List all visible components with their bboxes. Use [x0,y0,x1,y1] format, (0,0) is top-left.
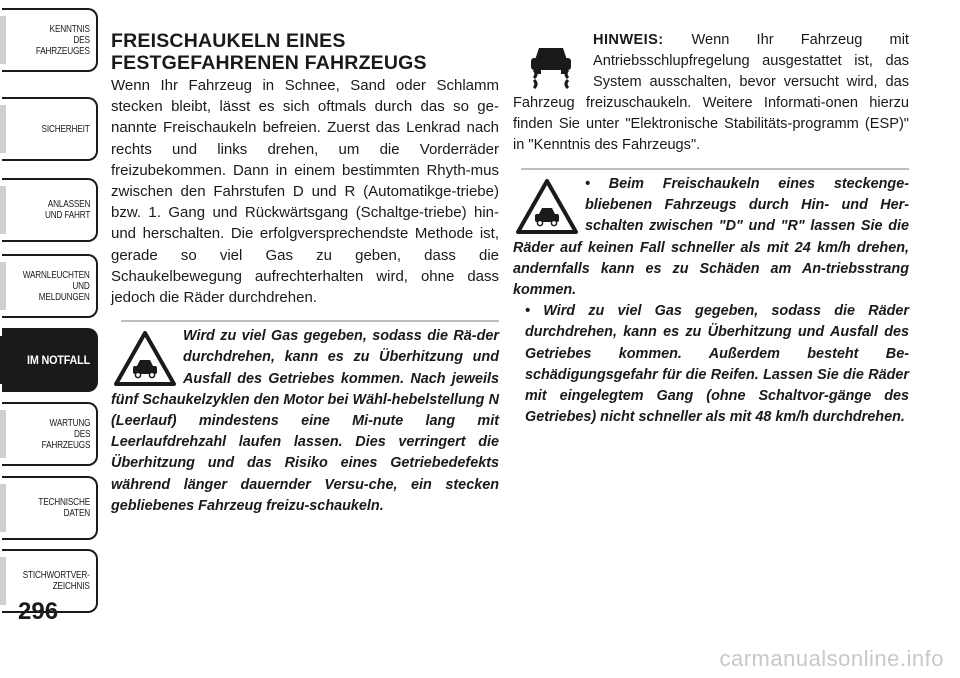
warning-box [513,168,909,428]
divider [521,168,909,170]
tab-label: KENNTNIS DES FAHRZEUGES [36,23,90,57]
tab-label: SICHERHEIT [41,123,90,135]
tab-sicherheit[interactable] [2,97,98,161]
section-title: FREISCHAUKELN EINES FESTGEFAHRENEN FAHRZEUGS [111,30,427,74]
warning-bullet: • Wird zu viel Gas gegeben, sodass die Räder durchdrehen, kann es zu Überhitzung und Ausfall des Getriebes kommen. Außerdem besteht Be-schädigungsgefahr für die Reifen. Lassen Sie die Räder mit eingelegtem Gang (ohne Schaltvor-gänge des Getriebes) nicht schneller als mit 48 km/h durchdrehen. [525,303,909,426]
note-label: HINWEIS: [593,32,664,48]
warning-box [111,320,499,517]
warning-triangle-car-icon [113,330,177,388]
tab-label: TECHNISCHE DATEN [38,497,90,519]
tab-label: ANLASSEN UND FAHRT [44,199,90,221]
page-number: 296 [18,598,59,625]
tab-anlassen-und-fahrt[interactable] [2,178,98,242]
tab-label: WARTUNG DES FAHRZEUGS [41,417,90,451]
tab-label: WARNLEUCHTEN UND MELDUNGEN [23,269,90,303]
traction-control-icon [527,40,575,90]
tab-technische-daten[interactable] [2,476,98,540]
tab-label: IM NOTFALL [27,352,90,367]
chapter-tabs [0,0,100,678]
tab-warnleuchten-und-meldungen[interactable] [2,254,98,318]
note-block [513,30,909,156]
warning-triangle-car-icon [515,178,579,236]
note-text: Wenn Ihr Fahrzeug mit Antriebsschlupfregelung ausgestattet ist, das System ausschalten, bevor versucht wird, das Fahrzeug freizuschaukeln. Weitere Informati-onen hierzu finden Sie unter "Elektronische Stabilitäts-programm (ESP)" in "Kenntnis des Fahrzeugs". [513,32,909,153]
tab-im-notfall[interactable] [2,328,98,392]
left-column [111,30,499,517]
right-column [513,30,909,428]
tab-kenntnis-des-fahrzeuges[interactable] [2,8,98,72]
watermark: carmanualsonline.info [719,646,944,671]
warning-bullet: • Beim Freischaukeln eines steckenge-bliebenen Fahrzeugs durch Hin- und Her-schalten zwischen "D" und "R" lassen Sie die Räder auf keinen Fall schneller als mit 24 km/h drehen, andernfalls kann es zu Schäden am An-triebsstrang kommen. [513,176,909,299]
tab-label: STICHWORTVER- ZEICHNIS [23,570,90,592]
body-paragraph: Wenn Ihr Fahrzeug in Schnee, Sand oder Schlamm stecken bleibt, lässt es sich oftmals durch das so ge-nannte Freischaukeln befreien. Zuerst das Lenkrad nach rechts und links drehen, um die Vorderräder freizubekommen. Dann in einem bestimmten Rhyth-mus zwischen den Fahrstufen D und R (Automatikge-triebe) bzw. 1. Gang und Rückwärtsgang (Schaltge-triebe) hin- und herschalten. Die erfolgversprechendste Methode ist, gerade so viel Gas zu geben, dass die Schaukelbewegung aufrechterhalten wird, ohne dass jedoch die Räder durchdrehen. [111,77,499,307]
tab-wartung-des-fahrzeugs[interactable] [2,402,98,466]
divider [121,320,499,322]
warning-text: Wird zu viel Gas gegeben, sodass die Rä-der durchdrehen, kann es zu Überhitzung und Ausfall des Getriebes kommen. Nach jeweils fünf Schaukelzyklen den Motor bei Wähl-hebelstellung N (Leerlauf) mindestens eine Mi-nute lang mit Leerlaufdrehzahl laufen lassen. Dies verringert die Überhitzung und das Risiko eines Getriebedefekts während länger dauernder Versu-che, ein stecken gebliebenes Fahrzeug freizu-schaukeln. [111,328,499,514]
